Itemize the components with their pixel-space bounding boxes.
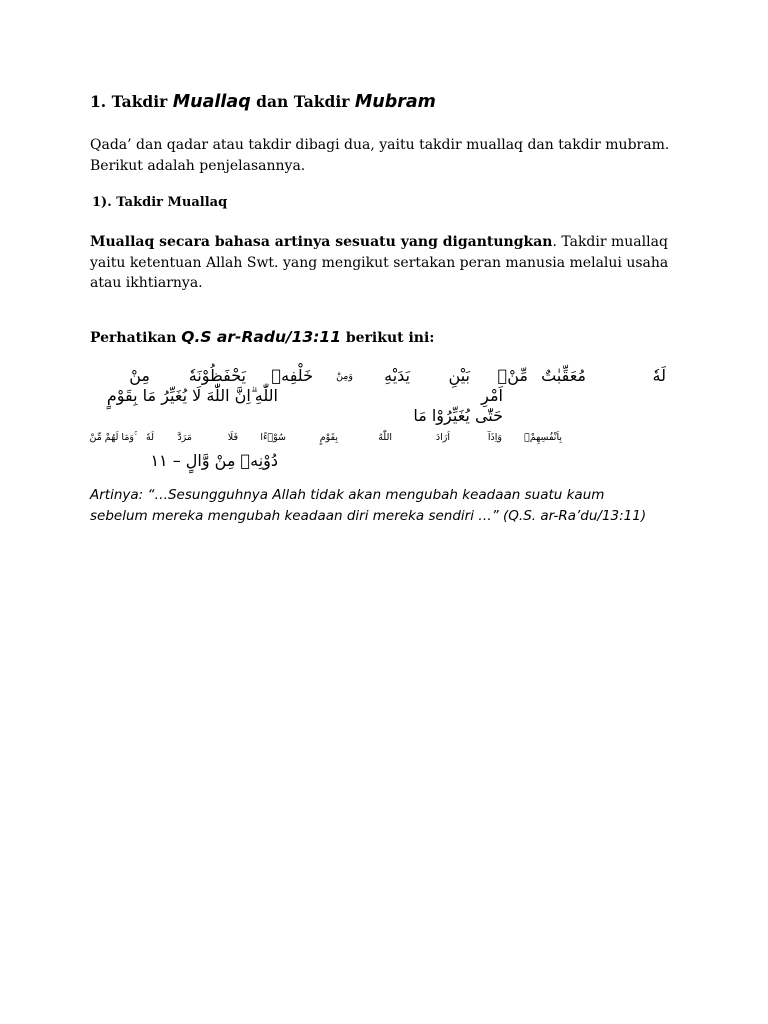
intro-line-1: Qada’ dan qadar atau takdir dibagi dua, yaitu takdir muallaq dan takdir mubram. [90, 137, 670, 153]
arabic-word: بِقَوْمٍ [319, 432, 338, 443]
intro-paragraph [90, 135, 678, 176]
arabic-word: فَلَا [227, 432, 238, 443]
heading-word-dan-takdir: dan Takdir [256, 92, 350, 111]
verse-intro [90, 328, 434, 346]
arabic-word: اللّٰهُ [378, 432, 392, 443]
definition-line-3: atau ikhtiarnya. [90, 275, 203, 291]
arabic-word: خَلْفِهٖ [271, 366, 313, 385]
arabic-word: سُوْۤءًا [260, 432, 286, 443]
verse-translation [90, 485, 678, 526]
heading-number: 1. [90, 92, 107, 111]
arabic-word: مِنْ [129, 366, 150, 385]
verse-intro-tail: berikut ini: [345, 330, 435, 346]
verse-intro-lead: Perhatikan [90, 330, 177, 346]
translation-line-1: Artinya: “…Sesungguhnya Allah tidak akan mengubah keadaan suatu kaum [90, 487, 605, 503]
heading-term-muallaq: Muallaq [172, 92, 251, 112]
arabic-phrase: حَتّٰى يُغَيِّرُوْا مَا [413, 406, 503, 425]
verse-reference: Q.S ar-Radu/13:11 [181, 328, 341, 346]
heading-word-takdir: Takdir [111, 92, 168, 111]
arabic-word: وَاِذَآ [487, 432, 502, 443]
definition-line-2: yaitu ketentuan Allah Swt. yang mengikut sertakan peran manusia melalui usaha [90, 254, 669, 271]
arabic-word: بِاَنْفُسِهِمْۗ [524, 432, 562, 443]
intro-line-2: Berikut adalah penjelasannya. [90, 157, 306, 174]
definition-bold-text: Muallaq secara bahasa artinya sesuatu yang digantungkan [90, 234, 553, 250]
arabic-word: بَيْنِ [448, 366, 470, 385]
definition-line-1 [90, 232, 678, 253]
translation-line-2: sebelum mereka mengubah keadaan diri mereka sendiri …” (Q.S. ar-Ra’du/13:11) [90, 507, 647, 524]
arabic-word: لَهٗ [146, 432, 154, 443]
definition-rest-text: . Takdir muallaq [552, 234, 668, 250]
heading-term-mubram: Mubram [354, 92, 436, 112]
arabic-word: مُعَقِّبٰتٌ [541, 366, 586, 385]
arabic-word: لَهٗ [652, 366, 666, 385]
arabic-word: مَرَدَّ [177, 432, 192, 443]
arabic-word: يَحْفَظُوْنَهٗ [188, 366, 246, 385]
definition-paragraph [90, 232, 678, 294]
arabic-word: ۚوَمَا لَهُمْ مِّنْ [89, 432, 134, 443]
arabic-phrase: دُوْنِهٖ مِنْ وَّالٍ – ١١ [150, 451, 278, 470]
arabic-word: اَمْرِ [481, 386, 503, 405]
arabic-word: يَدَيْهِ [384, 366, 410, 385]
arabic-word: اَرَادَ [435, 432, 450, 443]
section-heading [90, 92, 436, 112]
subsection-heading: 1). Takdir Muallaq [92, 195, 228, 210]
arabic-word: مِّنْۢ [497, 366, 528, 385]
arabic-phrase: اللّٰهِ ۗاِنَّ اللّٰهَ لَا يُغَيِّرُ مَا بِقَوْمٍ [106, 386, 278, 405]
arabic-word: وَمِنْ [336, 371, 353, 382]
